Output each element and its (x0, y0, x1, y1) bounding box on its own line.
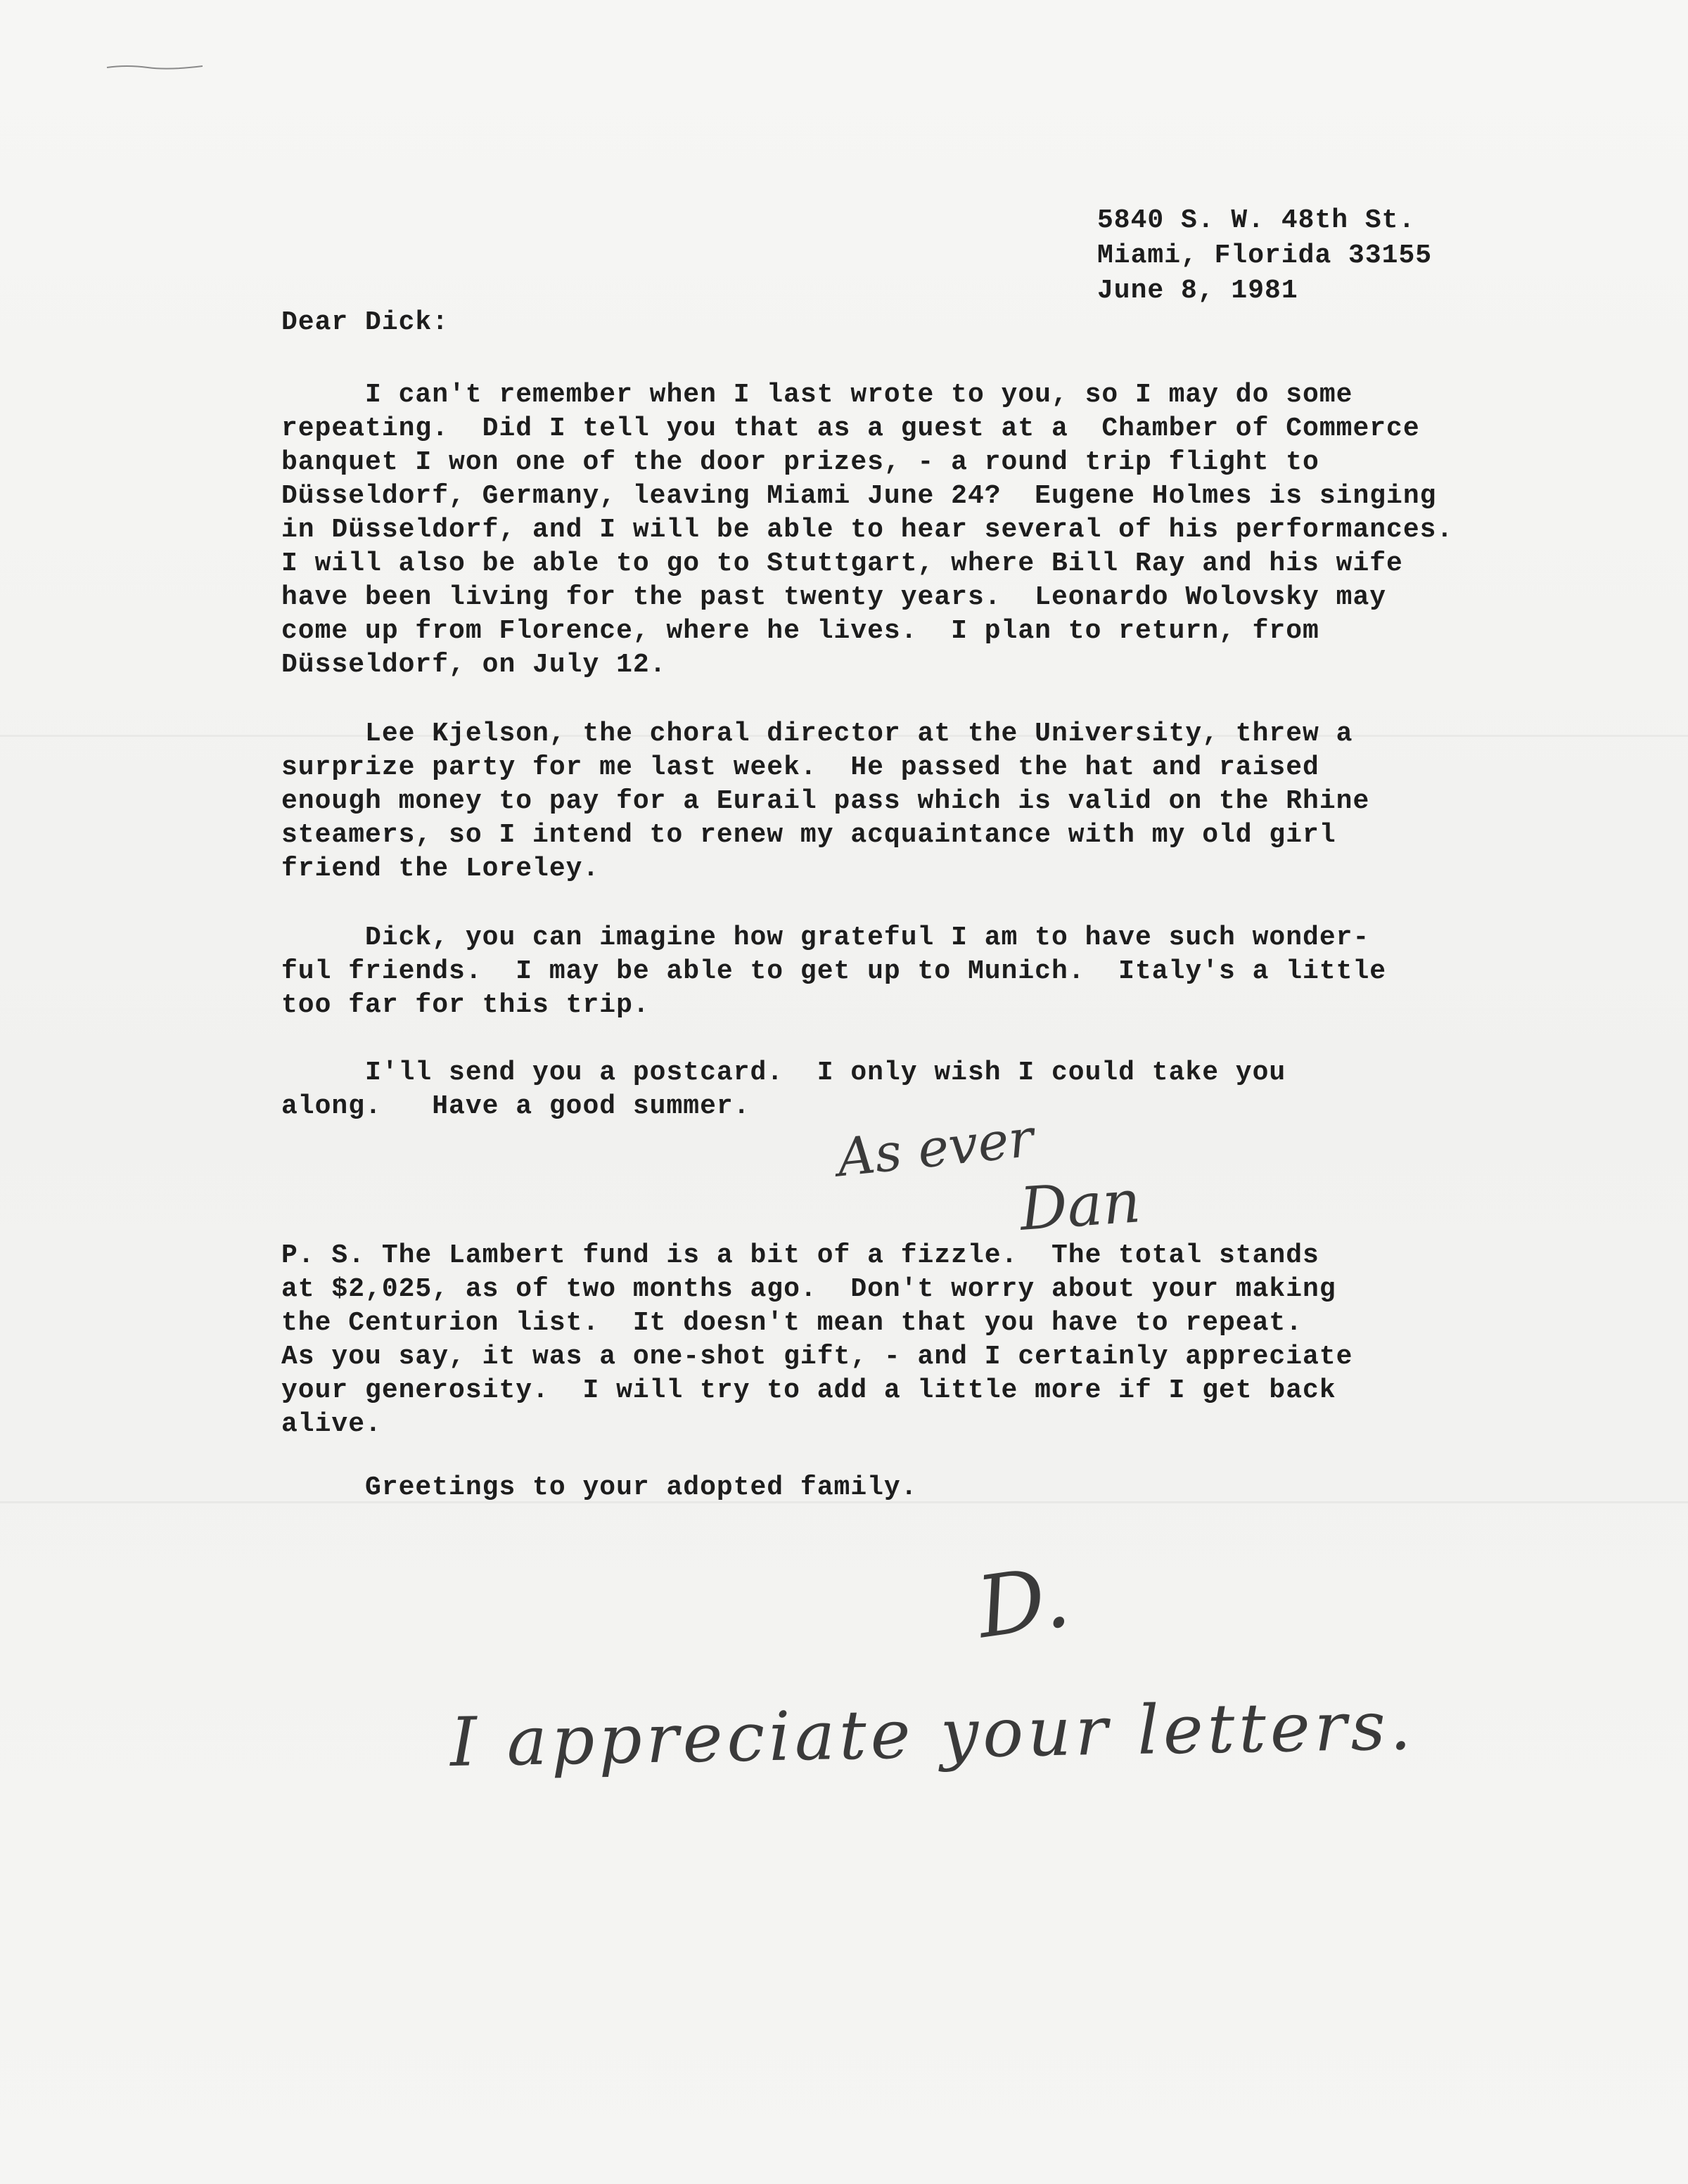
address-street: 5840 S. W. 48th St. (1097, 205, 1416, 236)
salutation: Dear Dick: (281, 307, 449, 338)
stray-pencil-mark (106, 62, 204, 72)
text-line: P. S. The Lambert fund is a bit of a fizzle. The total stands (281, 1240, 1319, 1271)
text-line: As you say, it was a one-shot gift, - and I certainly appreciate (281, 1342, 1353, 1372)
text-line: repeating. Did I tell you that as a guest at a Chamber of Commerce (281, 413, 1420, 444)
text-line: Düsseldorf, on July 12. (281, 650, 667, 680)
text-line: along. Have a good summer. (281, 1091, 750, 1122)
text-line: Düsseldorf, Germany, leaving Miami June 24? Eugene Holmes is singing (281, 481, 1437, 511)
text-line: Lee Kjelson, the choral director at the University, threw a (281, 719, 1353, 749)
text-line: steamers, so I intend to renew my acquaintance with my old girl (281, 820, 1336, 850)
text-line: I can't remember when I last wrote to you, so I may do some (281, 380, 1353, 410)
greeting-line: Greetings to your adopted family. (281, 1472, 918, 1503)
handwritten-note: I appreciate your letters. (449, 1686, 1417, 1782)
closing-signature-dan: Dan (1017, 1167, 1143, 1244)
text-line: come up from Florence, where he lives. I plan to return, from (281, 616, 1319, 646)
text-line: banquet I won one of the door prizes, - a round trip flight to (281, 447, 1319, 477)
text-line: your generosity. I will try to add a little more if I get back (281, 1375, 1336, 1406)
text-line: friend the Loreley. (281, 854, 600, 884)
address-city: Miami, Florida 33155 (1097, 240, 1433, 271)
text-line: ful friends. I may be able to get up to Munich. Italy's a little (281, 956, 1387, 987)
text-line: enough money to pay for a Eurail pass which is valid on the Rhine (281, 786, 1370, 816)
text-line: at $2,025, as of two months ago. Don't worry about your making (281, 1274, 1336, 1304)
text-line: surprize party for me last week. He passed the hat and raised (281, 752, 1319, 783)
text-line: I'll send you a postcard. I only wish I could take you (281, 1058, 1286, 1088)
text-line: in Düsseldorf, and I will be able to hear several of his performances. (281, 515, 1454, 545)
text-line: I will also be able to go to Stuttgart, where Bill Ray and his wife (281, 548, 1403, 579)
text-line: alive. (281, 1409, 382, 1439)
closing-as-ever: As ever (834, 1107, 1037, 1189)
text-line: the Centurion list. It doesn't mean that you have to repeat. (281, 1308, 1303, 1338)
text-line: Dick, you can imagine how grateful I am to have such wonder- (281, 923, 1370, 953)
letter-date: June 8, 1981 (1097, 276, 1298, 306)
text-line: have been living for the past twenty years. Leonardo Wolovsky may (281, 582, 1387, 612)
text-line: too far for this trip. (281, 990, 650, 1020)
signature-initial: D. (971, 1548, 1076, 1658)
